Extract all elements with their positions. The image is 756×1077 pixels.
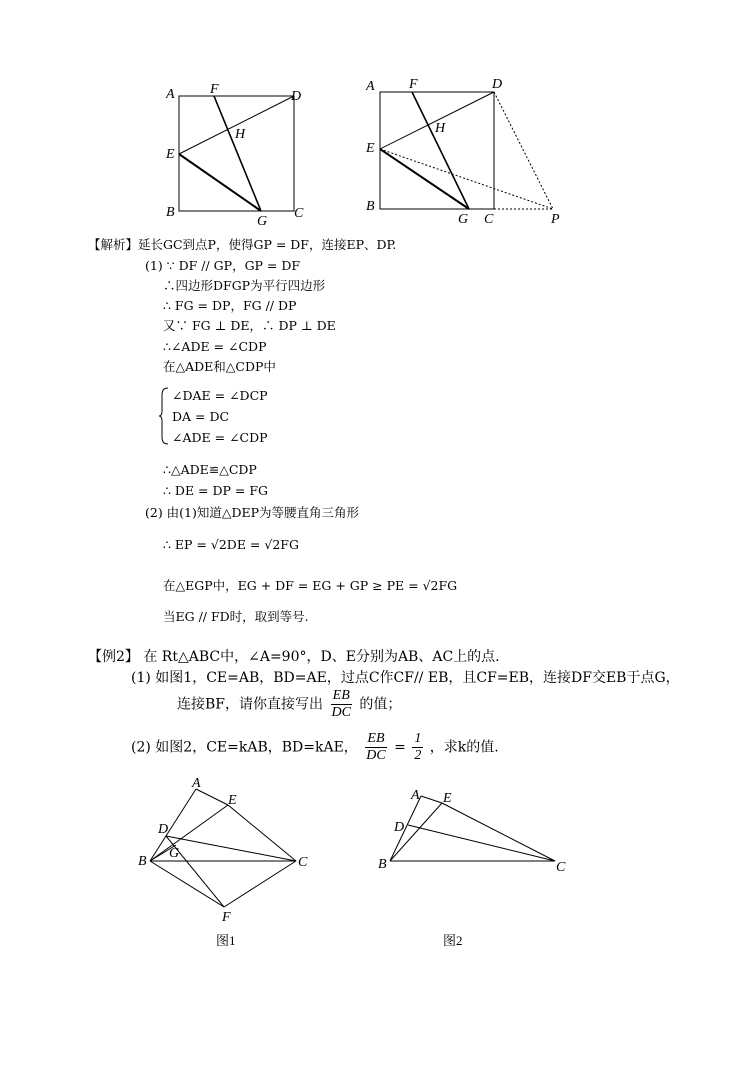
brace	[159, 387, 169, 445]
figure-square-left	[160, 78, 320, 228]
label-C: C	[298, 855, 308, 870]
label-H: H	[235, 127, 246, 142]
label-E: E	[443, 791, 452, 806]
fraction-denominator: DC	[366, 748, 386, 763]
segment-ED	[179, 96, 294, 154]
label-D: D	[291, 89, 302, 104]
segment-EG	[380, 149, 469, 209]
label-B: B	[366, 199, 375, 214]
solution-step: ∴△ADE≌△CDP	[163, 462, 257, 477]
solution-step: 在△ADE和△CDP中	[163, 359, 276, 374]
fraction-numerator: 1	[414, 731, 422, 746]
label-A: A	[166, 87, 175, 102]
solution-condition: DA = DC	[172, 409, 230, 424]
solution-condition: ∠ADE = ∠CDP	[172, 430, 268, 445]
label-F: F	[409, 77, 418, 92]
label-G: G	[257, 214, 268, 228]
example-title: 【例2】 在 Rt△ABC中，∠A=90°，D、E分别为AB、AC上的点.	[88, 649, 500, 665]
part1-text-pre: 连接BF，请你直接写出	[177, 696, 324, 713]
example-part1: (1) 如图1，CE=AB，BD=AE，过点C作CF// EB，且CF=EB，连接DF交EB于点G，	[131, 670, 680, 686]
solution-step: ∴ DE = DP = FG	[163, 483, 269, 498]
fraction-one-half	[412, 731, 423, 764]
label-D: D	[394, 820, 405, 835]
solution-step: 在△EGP中，EG + DF = EG + GP ≥ PE = √2FG	[163, 578, 458, 593]
label-F: F	[222, 910, 231, 925]
part2-text-post: ，求k的值.	[429, 739, 499, 756]
label-C: C	[484, 212, 494, 227]
part2-text-pre: (2) 如图2，CE=kAB，BD=kAE，	[131, 739, 358, 756]
figure-2	[370, 785, 580, 885]
label-B: B	[166, 205, 175, 220]
solution-step: ∴四边形DFGP为平行四边形	[163, 278, 326, 293]
part1-text-post: 的值；	[359, 696, 402, 713]
solution-step: 当EG // FD时，取到等号.	[163, 609, 309, 624]
label-E: E	[228, 793, 237, 808]
solution-condition: ∠DAE = ∠DCP	[172, 388, 268, 403]
solution-step: ∴ FG = DP，FG // DP	[163, 298, 297, 313]
label-P: P	[551, 212, 560, 227]
solution-step: ∴ EP = √2DE = √2FG	[163, 537, 299, 552]
fraction-EB-DC	[364, 731, 387, 764]
fraction-numerator: EB	[332, 688, 350, 703]
square	[380, 92, 494, 209]
label-B: B	[138, 854, 147, 869]
label-E: E	[366, 141, 375, 156]
fraction-denominator: DC	[331, 705, 351, 720]
label-H: H	[435, 121, 446, 136]
label-A: A	[411, 788, 420, 803]
example-part2	[131, 731, 499, 764]
label-E: E	[166, 147, 175, 162]
label-C: C	[294, 206, 304, 221]
solution-step: (2) 由(1)知道△DEP为等腰直角三角形	[145, 505, 360, 520]
label-C: C	[556, 860, 566, 875]
label-G: G	[169, 846, 180, 861]
label-B: B	[378, 857, 387, 872]
label-D: D	[492, 77, 503, 92]
label-D: D	[158, 822, 169, 837]
figure-1-caption: 图1	[216, 933, 236, 948]
example-part1-cont	[177, 688, 401, 721]
fraction-numerator: EB	[367, 731, 385, 746]
solution-step: ∴∠ADE = ∠CDP	[163, 339, 267, 354]
solution-step: 又∵ FG ⊥ DE，∴ DP ⊥ DE	[163, 318, 336, 333]
figure-2-caption: 图2	[443, 933, 463, 948]
label-A: A	[366, 79, 375, 94]
equals-sign: =	[394, 739, 406, 756]
figure-1	[130, 775, 320, 925]
figure-square-right	[360, 70, 570, 230]
fraction-denominator: 2	[414, 748, 422, 763]
solution-intro: 【解析】延长GC到点P，使得GP = DF，连接EP、DP.	[88, 237, 397, 252]
label-F: F	[210, 82, 219, 97]
fraction-EB-DC	[329, 688, 352, 721]
solution-step: (1) ∵ DF // GP，GP = DF	[145, 258, 301, 273]
label-G: G	[458, 212, 469, 227]
segment-FG	[412, 92, 469, 209]
label-A: A	[192, 776, 201, 791]
